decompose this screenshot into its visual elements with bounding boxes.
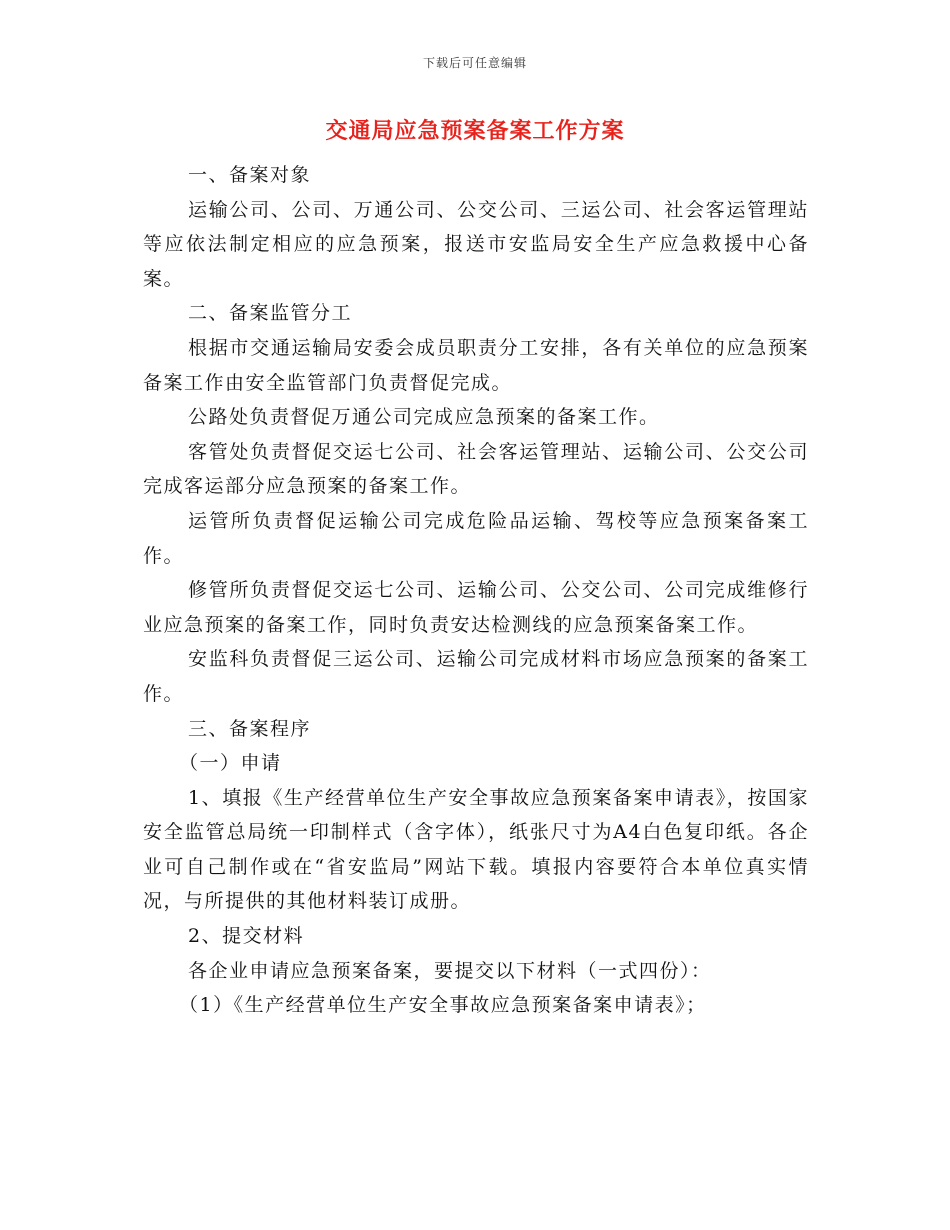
paragraph-passenger-office: 客管处负责督促交运七公司、社会客运管理站、运输公司、公交公司完成客运部分应急预案的备案工作。: [143, 440, 809, 498]
header-note: 下载后可任意编辑: [422, 56, 527, 70]
section-heading-supervision-division: 二、备案监管分工: [188, 302, 353, 325]
section-heading-filing-targets: 一、备案对象: [188, 164, 312, 186]
paragraph-supervision-overview: 根据市交通运输局安委会成员职责分工安排，各有关单位的应急预案备案工作由安全监管部门负责督促完成。: [143, 336, 809, 394]
list-item-application-form: （1）《生产经营单位生产安全事故应急预案备案申请表》；: [179, 994, 707, 1017]
paragraph-safety-section: 安监科负责督促三运公司、运输公司完成材料市场应急预案的备案工作。: [143, 648, 809, 705]
paragraph-filing-targets: 运输公司、公司、万通公司、公交公司、三运公司、社会客运管理站等应依法制定相应的应急预案，报送市安监局安全生产应急救援中心备案。: [143, 198, 809, 290]
document-title: 交通局应急预案备案工作方案: [325, 118, 625, 144]
document-body: [143, 158, 809, 1023]
paragraph-fill-form: 1、填报《生产经营单位生产安全事故应急预案备案申请表》，按国家安全监管总局统一印制样式（含字体），纸张尺寸为A4白色复印纸。各企业可自己制作或在“省安监局”网站下载。填报内容要符合本单位真实情况，与所提供的其他材料装订成册。: [143, 786, 809, 913]
paragraph-materials-intro: 各企业申请应急预案备案，要提交以下材料（一式四份）：: [188, 959, 712, 982]
subheading-submit-materials: 2、提交材料: [188, 925, 305, 948]
section-heading-filing-procedure: 三、备案程序: [188, 717, 312, 740]
subheading-application: （一）申请: [179, 752, 282, 775]
paragraph-transport-management: 运管所负责督促运输公司完成危险品运输、驾校等应急预案备案工作。: [143, 509, 809, 567]
paragraph-repair-management: 修管所负责督促交运七公司、运输公司、公交公司、公司完成维修行业应急预案的备案工作，同时负责安达检测线的应急预案备案工作。: [143, 579, 809, 636]
paragraph-highway-office: 公路处负责督促万通公司完成应急预案的备案工作。: [188, 406, 660, 429]
